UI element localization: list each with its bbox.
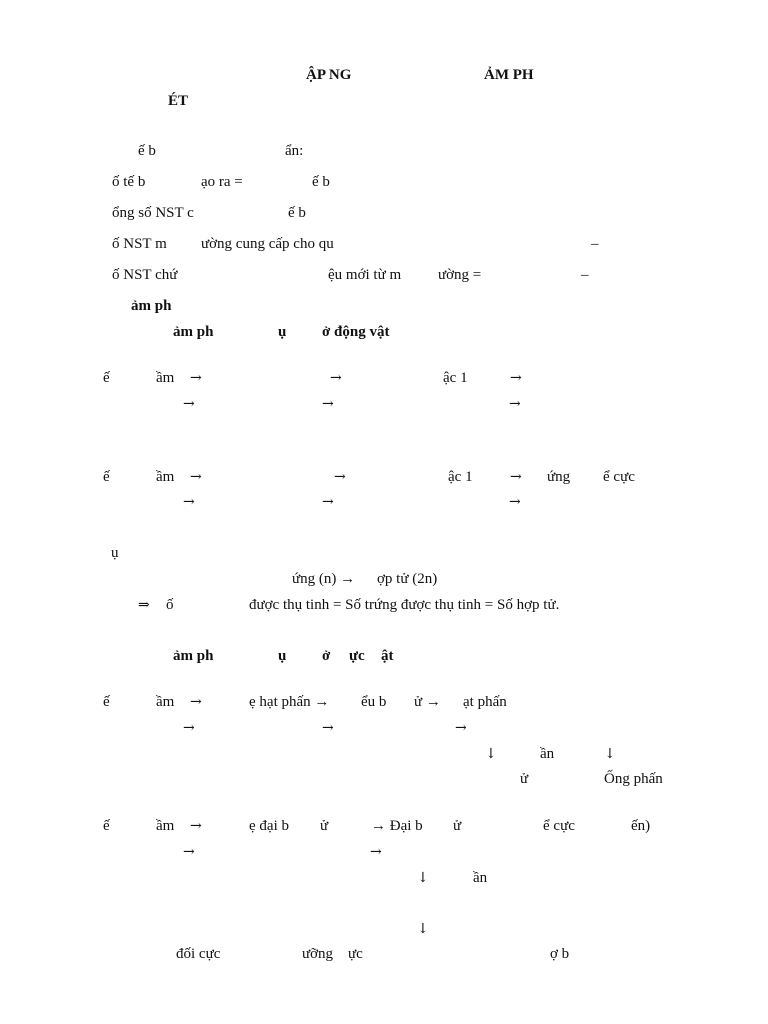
arrow-icon: → bbox=[510, 370, 522, 386]
plant-female-r1-h: ến) bbox=[631, 818, 651, 834]
arrow-icon: → bbox=[190, 469, 202, 485]
plant-female-r1-g: ể cực bbox=[543, 818, 575, 834]
plant-male-r4-a: ử bbox=[520, 771, 529, 787]
plant-female-r1-e: → Đại b bbox=[371, 818, 423, 834]
arrow-icon: → bbox=[509, 396, 521, 412]
arrow-icon: → bbox=[322, 720, 334, 736]
arrow-icon: → bbox=[322, 396, 334, 412]
plant-heading-b: ụ bbox=[278, 648, 287, 664]
animal-male-r1-a: ế bbox=[103, 370, 110, 386]
animal-heading-b: ụ bbox=[278, 324, 287, 340]
arrow-icon: → bbox=[322, 494, 334, 510]
intro-line5-c: ường = bbox=[438, 267, 482, 283]
intro-line3-a: ổng số NST c bbox=[112, 205, 194, 221]
plant-heading-c: ở bbox=[322, 648, 331, 664]
plant-female-r3-a: ần bbox=[473, 870, 488, 886]
down-arrow-icon: ↓ bbox=[604, 746, 616, 762]
intro-line5-b: ệu mới từ m bbox=[328, 267, 402, 283]
plant-female-r1-d: ử bbox=[320, 818, 329, 834]
plant-male-r1-d: ểu b bbox=[361, 694, 387, 710]
arrow-icon: → bbox=[330, 370, 342, 386]
plant-female-r5-a: đối cực bbox=[176, 946, 221, 962]
section-heading: ảm ph bbox=[131, 298, 172, 314]
arrow-icon: → bbox=[510, 469, 522, 485]
plant-female-r5-d: ợ b bbox=[550, 946, 570, 962]
title-part-2: ẢM PH bbox=[484, 67, 534, 83]
animal-female-r1-e: ể cực bbox=[603, 469, 635, 485]
result-b: được thụ tinh = Số trứng được thụ tinh = Số hợp tử. bbox=[249, 597, 560, 613]
intro-line1-a: ế b bbox=[138, 143, 156, 159]
arrow-icon: → bbox=[183, 720, 195, 736]
result-a: ố bbox=[166, 597, 174, 613]
arrow-icon: → bbox=[190, 694, 202, 710]
fertilization-line-b: ợp tử (2n) bbox=[377, 571, 438, 587]
plant-male-r1-e: ử → bbox=[414, 694, 441, 710]
intro-line4-c: – bbox=[591, 236, 599, 252]
animal-female-r1-d: ứng bbox=[547, 469, 571, 485]
plant-heading-e: ật bbox=[381, 648, 394, 664]
animal-female-r1-c: ậc 1 bbox=[448, 469, 473, 485]
plant-female-r1-f: ử bbox=[453, 818, 462, 834]
arrow-icon: → bbox=[183, 396, 195, 412]
plant-female-r5-b: ưỡng bbox=[302, 946, 334, 962]
animal-female-r1-b: ầm bbox=[156, 469, 175, 485]
intro-line4-a: ố NST m bbox=[112, 236, 167, 252]
implies-icon: ⇒ bbox=[138, 597, 150, 613]
animal-heading-c: ở động vật bbox=[322, 324, 390, 340]
fertilization-label: ụ bbox=[111, 545, 119, 561]
intro-line2-a: ố tế b bbox=[112, 174, 146, 190]
plant-male-r1-a: ế bbox=[103, 694, 110, 710]
plant-male-r1-c: ẹ hạt phấn → bbox=[249, 694, 330, 710]
down-arrow-icon: ↓ bbox=[417, 870, 429, 886]
plant-female-r1-c: ẹ đại b bbox=[249, 818, 289, 834]
title-part-3: ÉT bbox=[168, 93, 189, 109]
plant-female-r5-c: ực bbox=[348, 946, 363, 962]
animal-male-r1-c: ậc 1 bbox=[443, 370, 468, 386]
arrow-icon: → bbox=[183, 844, 195, 860]
down-arrow-icon: ↓ bbox=[417, 921, 429, 937]
arrow-icon: → bbox=[370, 844, 382, 860]
down-arrow-icon: ↓ bbox=[485, 746, 497, 762]
arrow-icon: → bbox=[190, 370, 202, 386]
intro-line2-b: ạo ra = bbox=[201, 174, 243, 190]
intro-line5-d: – bbox=[581, 267, 589, 283]
intro-line3-b: ế b bbox=[288, 205, 306, 221]
animal-heading-a: ảm ph bbox=[173, 324, 214, 340]
plant-heading-d: ực bbox=[349, 648, 365, 664]
intro-line2-c: ế b bbox=[312, 174, 330, 190]
fertilization-line-a: ứng (n) → bbox=[292, 571, 356, 587]
title-part-1: ẬP NG bbox=[306, 67, 352, 83]
arrow-icon: → bbox=[183, 494, 195, 510]
intro-line5-a: ố NST chứ bbox=[112, 267, 178, 283]
plant-heading-a: ảm ph bbox=[173, 648, 214, 664]
plant-male-r3-a: ần bbox=[540, 746, 555, 762]
plant-male-r1-f: ạt phấn bbox=[463, 694, 507, 710]
animal-female-r1-a: ế bbox=[103, 469, 110, 485]
arrow-icon: → bbox=[334, 469, 346, 485]
animal-male-r1-b: ầm bbox=[156, 370, 175, 386]
plant-male-r4-b: Ống phấn bbox=[604, 771, 663, 787]
plant-female-r1-a: ế bbox=[103, 818, 110, 834]
plant-male-r1-b: ầm bbox=[156, 694, 175, 710]
intro-line1-b: ẩn: bbox=[285, 143, 304, 159]
plant-female-r1-b: ầm bbox=[156, 818, 175, 834]
arrow-icon: → bbox=[190, 818, 202, 834]
arrow-icon: → bbox=[509, 494, 521, 510]
intro-line4-b: ường cung cấp cho qu bbox=[201, 236, 334, 252]
arrow-icon: → bbox=[455, 720, 467, 736]
